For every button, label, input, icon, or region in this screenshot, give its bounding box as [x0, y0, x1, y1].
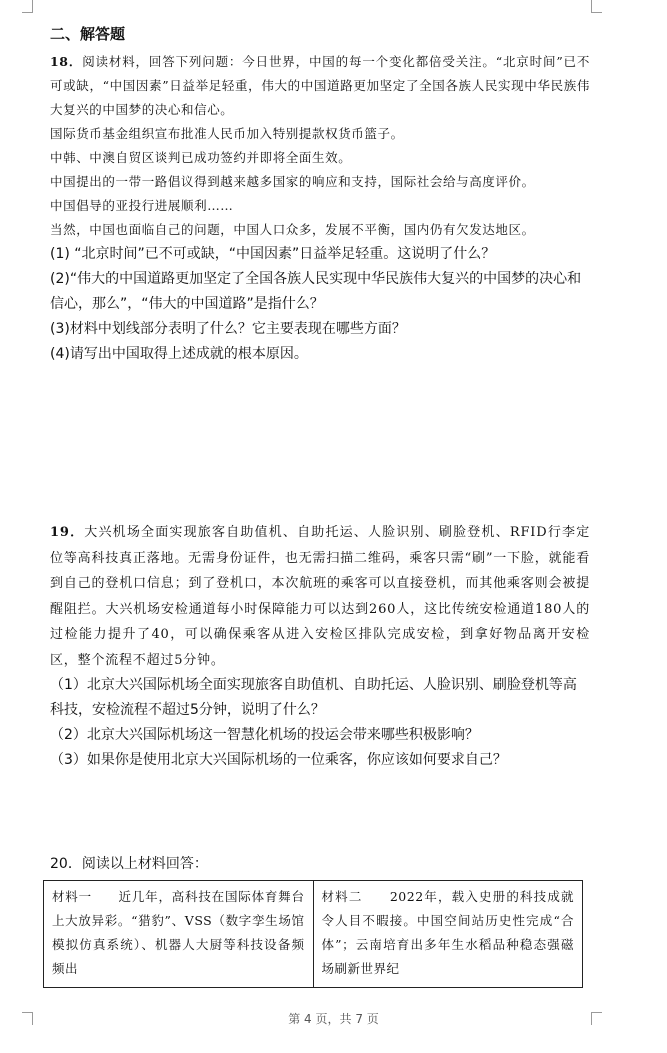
section-title: 二、解答题 [50, 25, 126, 43]
q18-paragraph: 当然，中国也面临自己的问题，中国人口众多，发展不平衡，国内仍有欠发达地区。 [50, 222, 535, 237]
question-20 [50, 852, 590, 988]
q20-materials-table [43, 880, 583, 988]
q18-subquestion-4: (4)请写出中国取得上述成就的根本原因。 [50, 346, 308, 362]
q18-paragraph: 18．阅读材料，回答下列问题：今日世界，中国的每一个变化都倍受关注。“北京时间”已不可或缺，“中国因素”日益举足轻重，伟大的中国道路更加坚定了全国各族人民实现中华民族伟大复兴的中国梦的决心和信心。 [50, 54, 590, 117]
page-footer: 第 4 页，共 7 页 [288, 1012, 379, 1026]
q18-paragraph: 中国倡导的亚投行进展顺利…… [50, 198, 234, 213]
q18-subquestion-2: (2)“伟大的中国道路更加坚定了全国各族人民实现中华民族伟大复兴的中国梦的决心和信心，那么”，“伟大的中国道路”是指什么？ [50, 271, 582, 312]
q18-number: 18． [50, 54, 83, 69]
q20-title: 20．阅读以上材料回答： [50, 856, 208, 872]
crop-mark-top-left [22, 0, 33, 13]
page-content [50, 22, 590, 976]
q20-material-1: 材料一 近几年，高科技在国际体育舞台上大放异彩。“猎豹”、VSS（数字孪生场馆模拟仿真系统）、机器人大厨等科技设备频频出 [44, 881, 314, 988]
q19-number: 19． [50, 525, 85, 540]
q18-paragraph: 国际货币基金组织宣布批准人民币加入特别提款权货币篮子。 [50, 126, 404, 141]
q18-subquestion-3: (3)材料中划线部分表明了什么？它主要表现在哪些方面？ [50, 321, 406, 337]
q19-material: 19．大兴机场全面实现旅客自助值机、自助托运、人脸识别、刷脸登机、RFID行李定位等高科技真正落地。无需身份证件，也无需扫描二维码，乘客只需“刷”一下脸，就能看到自己的登机口信息；到了登机口，本次航班的乘客可以直接登机，而其他乘客则会被提醒阻拦。大兴机场安检通道每小时保障能力可以达到260人，这比传统安检通道180人的过检能力提升了40，可以确保乘客从进入安检区排队完成安检，到拿好物品离开安检区，整个流程不超过5分钟。 [50, 525, 590, 668]
q18-paragraph: 中国提出的一带一路倡议得到越来越多国家的响应和支持，国际社会给与高度评价。 [50, 174, 535, 189]
q19-subquestion-2: （2）北京大兴国际机场这一智慧化机场的投运会带来哪些积极影响？ [50, 727, 479, 743]
q20-material-2: 材料二 2022年，载入史册的科技成就令人目不暇接。中国空间站历史性完成“合体”；云南培育出多年生水稻品种稳态强磁场刷新世界纪 [313, 881, 583, 988]
q18-paragraph: 中韩、中澳自贸区谈判已成功签约并即将全面生效。 [50, 150, 352, 165]
q18-subquestion-1: (1) “北京时间”已不可或缺，“中国因素”日益举足轻重。这说明了什么？ [50, 246, 496, 262]
question-19 [50, 520, 590, 773]
crop-mark-top-right [591, 0, 602, 13]
q19-subquestion-1: （1）北京大兴国际机场全面实现旅客自助值机、自助托运、人脸识别、刷脸登机等高科技，安检流程不超过5分钟，说明了什么？ [50, 677, 577, 718]
q19-subquestion-3: （3）如果你是使用北京大兴国际机场的一位乘客，你应该如何要求自己？ [50, 752, 507, 768]
question-18 [50, 50, 590, 367]
